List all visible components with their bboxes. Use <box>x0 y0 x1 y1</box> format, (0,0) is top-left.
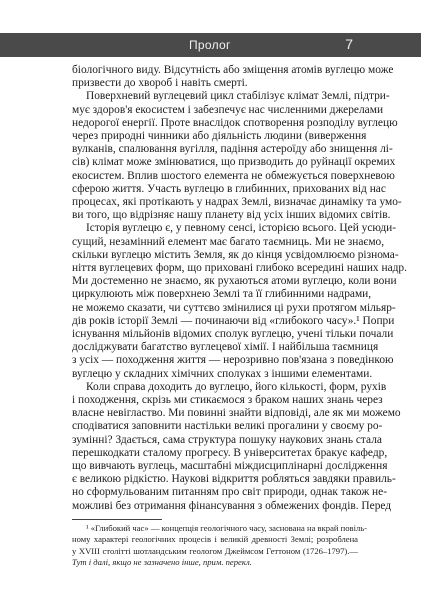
body-line: існування мільйонів відомих сполук вуглецю, учені тільки почали <box>72 328 394 340</box>
body-line: власне невігластво. Ми повинні знайти відповіді, але як ми можемо <box>72 407 401 420</box>
page-number: 7 <box>345 36 353 52</box>
body-line: сферою життя. Участь вуглецю в глибинних, прихованих від нас <box>72 182 386 195</box>
body-line: що вивчають вуглець, масштабні міждисциплінарні дослідження <box>72 460 388 472</box>
footnote-separator <box>72 519 162 520</box>
body-line: екосистем. Вплив шостого елемента не обмежується поверхневою <box>72 169 395 182</box>
body-line: Поверхневий вуглецевий цикл стабілізує клімат Землі, підтри- <box>86 90 390 103</box>
footnote-line: ¹ «Глибокий час» — концепція геологічного часу, заснована на вкрай повіль- <box>86 522 368 533</box>
body-line: біологічного виду. Відсутність або зміщення атомів вуглецю може <box>72 64 394 76</box>
body-line: і походження, скрізь ми стикаємося з браком наших знань через <box>72 394 383 406</box>
body-line: вуглецю у складних хімічних сполуках з іншими елементами. <box>72 367 373 380</box>
running-header-title: Пролог <box>189 38 231 52</box>
body-line: сів) клімат може змінюватися, що призводить до руйнації окремих <box>72 156 396 169</box>
body-line: недорогої енергії. Проте внаслідок спотворення розподілу вуглецю <box>72 116 398 129</box>
body-line: мує здоров'я екосистем і забезпечує нас численними джерелами <box>72 103 384 116</box>
body-line: з усіх — походження життя — нерозривно пов'язана з поведінкою <box>72 354 394 367</box>
body-line: процесах, які протікають у надрах Землі, визначає динаміку та умо- <box>72 196 402 208</box>
body-line: сущий, незамінний елемент має багато таємниць. Ми не знаємо, <box>72 235 385 248</box>
body-line: не можемо сказати, чи суттєво змінилися ці рухи протягом мільяр- <box>72 301 396 314</box>
body-line: є великою рідкістю. Наукові відкриття робляться завдяки правиль- <box>72 473 396 486</box>
body-line: но сформульованим питанням про світ природи, однак також не- <box>72 486 387 499</box>
body-line: призвести до хвороб і навіть смерті. <box>72 77 248 90</box>
body-line: Коли справа доходить до вуглецю, його кількості, форм, рухів <box>86 380 387 393</box>
footnote-line: у XVIII столітті шотландським геологом Джеймсом Геттоном (1726–1797).— <box>72 545 358 556</box>
body-line: ви того, що відрізняє нашу планету від усіх інших відомих світів. <box>72 209 391 222</box>
body-line: зумінні? Здається, сама структура пошуку наукових знань стала <box>72 433 382 446</box>
body-line: циркулюють між поверхнею Землі та її глибинними надрами, <box>72 288 372 301</box>
body-line: Історія вуглецю є, у певному сенсі, історією всього. Цей усюди- <box>86 222 397 235</box>
footnote-line: Тут і далі, якщо не зазначено інше, прим. перекл. <box>72 557 252 568</box>
body-line: скільки вуглецю містить Земля, як до кінця усвідомлюємо різнома- <box>72 248 399 261</box>
body-line: дів років історії Землі — починаючи від «глибокого часу».¹ Попри <box>72 314 395 327</box>
body-line: ніття вуглецевих форм, що приховані глибоко всередині наших надр. <box>72 262 407 274</box>
footnote-line: ному характері геологічних процесів і великій древності Землі; розроблена <box>72 534 358 545</box>
body-line: перешкодкати сталому прогресу. В університетах бракує кафедр, <box>72 446 388 459</box>
body-line: Ми достеменно не знаємо, як рухаються атоми вуглецю, коли вони <box>72 275 397 288</box>
body-line: через природні чинники або діяльність людини (виверження <box>72 130 367 142</box>
body-line: можливі без отримання фінансування з обмежених фондів. Перед <box>72 499 392 512</box>
body-line: досліджувати багатство вуглецевої хімії. І найбільша таємниця <box>72 341 379 354</box>
body-line: вулканів, спалювання вугілля, падіння астероїду або знищення лі- <box>72 143 393 156</box>
body-line: сподіватися заповнити настільки великі прогалини у своєму ро- <box>72 420 383 433</box>
